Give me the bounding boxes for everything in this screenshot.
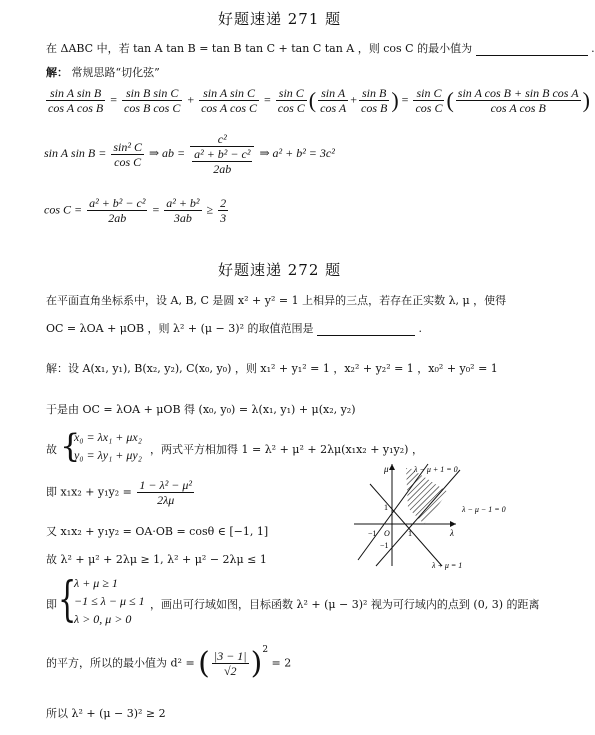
- feasible-region-figure: [350, 462, 530, 572]
- axis-lambda-label: λ: [450, 528, 454, 538]
- equation-system-2: 即 { λ + μ ≥ 1 −1 ≤ λ − μ ≤ 1 λ > 0, μ > 0 ，画出可行域如图，目标函数 λ² + (μ − 3)² 视为可行域内的点到 (0, 3) 的距离: [46, 571, 540, 627]
- label-line-top: λ − μ + 1 = 0: [414, 465, 458, 474]
- tick-neg1-mu: −1: [380, 541, 389, 550]
- fraction: $\frac{\text{sin B sin C}}{\text{cos B cos C}}$: [124, 86, 181, 115]
- feasible-region: [406, 468, 448, 524]
- tick-neg1-lambda: −1: [368, 529, 377, 538]
- equation-271-3: cos C = $\frac{\text{a² + b² − c²}}{2ab}$ = $\frac{\text{a² + b²}}{3ab}$ ≥ $\frac{2}{3}$: [44, 196, 227, 225]
- equation-271-1: $\frac{\text{sin A sin B}}{\text{cos A cos B}}$ = $\frac{\text{sin B sin C}}{\text{cos B cos C}}$ + $\frac{\text{sin A sin C}}{\text{cos A cos C}}$ = $\frac{\text{sin C}}{\text{cos C}}$ ( $\frac{\text{sin A}}{\text{cos A}}$ + $\frac{\text{sin B}}{\text{cos B}}$ ) = $\frac{\text{sin C}}{\text{cos C}}$ ( $\frac{\text{sin A cos B + sin B cos A}}{\text{cos A cos B}}$ ): [48, 86, 590, 115]
- equation-271-2: sin A sin B = $\frac{\text{sin² C}}{\text{cos C}}$ ⇒ ab = $\frac{\text{c²}}{\frac{\text{a² + b² − c²}}{2ab}}$ ⇒ a² + b² = 3c²: [44, 132, 335, 176]
- tick-1-mu: 1: [384, 503, 388, 512]
- fraction: $\frac{\text{a² + b² − c²}}{2ab}$: [89, 196, 146, 225]
- solution-line-2: 于是由 OC = λOA + μOB 得 (x₀, y₀) = λ(x₁, y₁) + μ(x₂, y₂): [46, 403, 356, 416]
- analysis-label: 解：: [46, 66, 68, 79]
- problem-271-stem-end: .: [591, 42, 595, 55]
- left-brace: {: [60, 427, 81, 465]
- origin-label: O: [384, 529, 390, 538]
- solution-line-ji: 即 x₁x₂ + y₁y₂ = $\frac{\text{1 − λ² − μ²}}{2\lambda\mu}$: [46, 478, 193, 507]
- fraction: $\frac{\text{sin C}}{\text{cos C}}$: [277, 86, 305, 115]
- label-line-right: λ − μ − 1 = 0: [462, 505, 506, 514]
- problem-272-stem-line2: OC = λOA + μOB ，则 λ² + (μ − 3)² 的取值范围是 .: [46, 322, 422, 335]
- fraction: $\frac{\text{1 − λ² − μ²}}{2\lambda\mu}$: [139, 478, 193, 507]
- mu-axis-arrow-icon: [389, 464, 395, 470]
- fraction: $\frac{\text{a² + b²}}{3ab}$: [166, 196, 200, 225]
- axis-mu-label: μ: [384, 464, 389, 474]
- tick-1-lambda: 1: [408, 529, 412, 538]
- fraction: $\frac{\text{sin C}}{\text{cos C}}$: [415, 86, 443, 115]
- lambda-axis-arrow-icon: [450, 521, 456, 527]
- problem-272-stem-line1: 在平面直角坐标系中，设 A, B, C 是圆 x² + y² = 1 上相异的三点，若存在正实数 λ, μ ，使得: [46, 294, 507, 307]
- fraction: $\frac{\text{sin A cos B + sin B cos A}}{\text{cos A cos B}}$: [457, 86, 579, 115]
- left-brace: {: [58, 571, 77, 627]
- problem-272-title: 好题速递 272 题: [218, 261, 342, 279]
- label-line-bottom: λ + μ = 1: [432, 561, 463, 570]
- solution-line-1: 解：设 A(x₁, y₁), B(x₂, y₂), C(x₀, y₀) ，则 x₁² + y₁² = 1 ，x₂² + y₂² = 1 ，x₀² + y₀² = 1: [46, 362, 498, 375]
- fraction: $\frac{\text{c²}}{\frac{\text{a² + b² − c²}}{2ab}}$: [190, 132, 254, 176]
- solution-line-final: 所以 λ² + (μ − 3)² ≥ 2: [46, 707, 166, 720]
- analysis-heading: [46, 64, 160, 80]
- answer-blank-272: [317, 325, 415, 336]
- problem-271-title: 好题速递 271 题: [218, 10, 342, 28]
- solution-line-gu: 故 λ² + μ² + 2λμ ≥ 1, λ² + μ² − 2λμ ≤ 1: [46, 553, 267, 566]
- answer-blank-271: [476, 45, 588, 56]
- problem-271-stem-text: 在 ΔABC 中，若 tan A tan B = tan B tan C + tan C tan A ，则 cos C 的最小值为: [46, 42, 473, 55]
- fraction: $\frac{|3 - 1|}{√2}$: [213, 649, 247, 678]
- analysis-idea: 常规思路“切化弦”: [71, 66, 160, 79]
- fraction: $\frac{2}{3}$: [220, 196, 227, 225]
- solution-line-you: 又 x₁x₂ + y₁y₂ = OA·OB = cosθ ∈ [−1, 1]: [46, 525, 269, 538]
- fraction: $\frac{\text{sin A sin B}}{\text{cos A cos B}}$: [48, 86, 104, 115]
- fraction: $\frac{\text{sin B}}{\text{cos B}}$: [361, 86, 388, 115]
- fraction: $\frac{\text{sin A}}{\text{cos A}}$: [320, 86, 347, 115]
- problem-271-stem: [46, 40, 595, 56]
- fraction: $\frac{\text{sin A sin C}}{\text{cos A cos C}}$: [201, 86, 258, 115]
- solution-line-square: 的平方，所以的最小值为 d² = ( $\frac{|3 - 1|}{√2}$ )$^2$ = 2: [46, 644, 292, 681]
- fraction: $\frac{\text{sin² C}}{\text{cos C}}$: [113, 139, 142, 169]
